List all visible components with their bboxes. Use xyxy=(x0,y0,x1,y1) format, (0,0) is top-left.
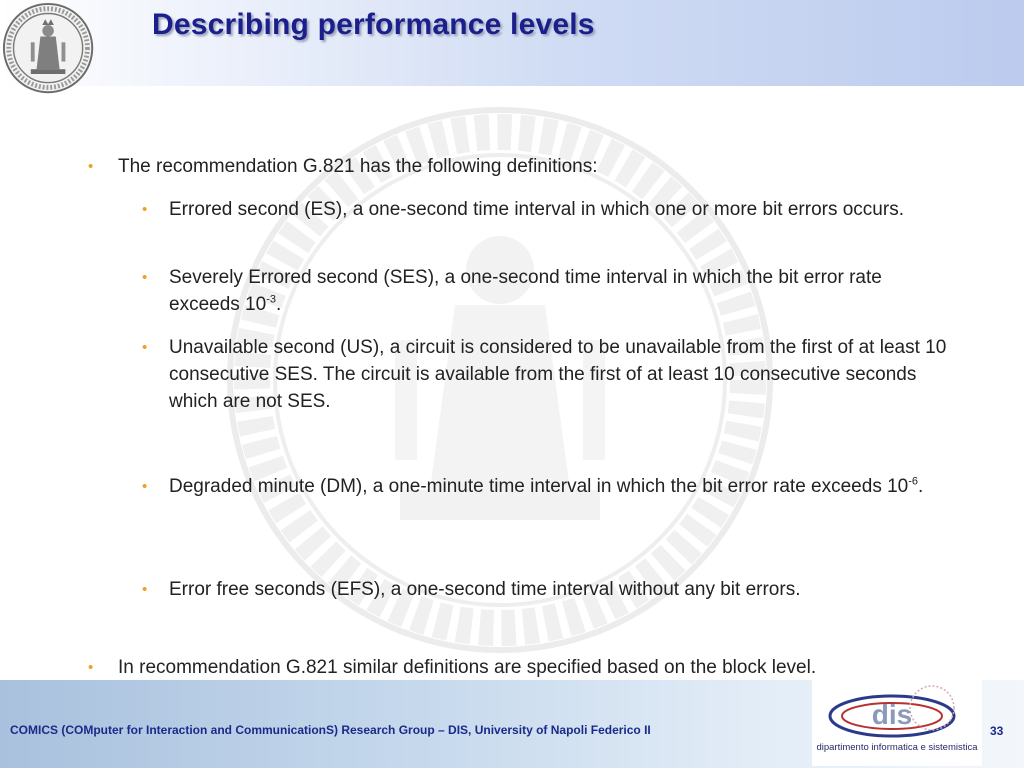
bullet-marker: • xyxy=(88,659,94,676)
dis-logo-letters: dis xyxy=(871,699,913,730)
bullet-text: Unavailable second (US), a circuit is considered to be unavailable from the first of at least 10 consecutive SES. The circuit is available from the first of at least 10 consecutive seconds which are not SES. xyxy=(169,337,947,412)
sub-bullet-unavailable-second xyxy=(142,334,949,415)
sub-bullet-degraded-minute xyxy=(142,473,949,500)
dis-logo-icon xyxy=(812,678,982,766)
bullet-text: Degraded minute (DM), a one-minute time interval in which the bit error rate exceeds 10 xyxy=(169,476,909,497)
exponent: -6 xyxy=(908,475,919,488)
exponent: -3 xyxy=(266,293,276,306)
bullet-marker: • xyxy=(88,158,94,175)
bullet-block-level-definitions xyxy=(88,654,988,681)
sub-bullet-error-free-seconds xyxy=(142,576,949,603)
footer-text: COMICS (COMputer for Interaction and CommunicationS) Research Group – DIS, University of Napoli Federico II xyxy=(10,723,651,737)
bullet-text: The recommendation G.821 has the following definitions: xyxy=(118,156,598,177)
bullet-text-end: . xyxy=(275,294,282,315)
bullet-text-end: . xyxy=(918,476,924,497)
bullet-text: Errored second (ES), a one-second time interval in which one or more bit errors occurs. xyxy=(169,199,904,220)
bullet-marker: • xyxy=(142,339,148,356)
bullet-text: Error free seconds (EFS), a one-second time interval without any bit errors. xyxy=(169,579,801,600)
bullet-marker: • xyxy=(142,269,148,286)
bullet-text: In recommendation G.821 similar definitions are specified based on the block level. xyxy=(118,657,817,678)
slide-title: Describing performance levels xyxy=(152,8,595,41)
bullet-marker: • xyxy=(142,201,148,218)
sub-bullet-errored-second xyxy=(142,196,949,223)
page-number: 33 xyxy=(990,724,1004,738)
bullet-text: Severely Errored second (SES), a one-second time interval in which the bit error rate exceeds 10 xyxy=(169,267,882,315)
sub-bullet-severely-errored-second xyxy=(142,264,949,318)
dis-logo-caption: dipartimento informatica e sistemistica xyxy=(816,742,978,753)
bullet-marker: • xyxy=(142,478,148,495)
bullet-g821-definitions xyxy=(88,153,988,180)
bullet-marker: • xyxy=(142,581,148,598)
